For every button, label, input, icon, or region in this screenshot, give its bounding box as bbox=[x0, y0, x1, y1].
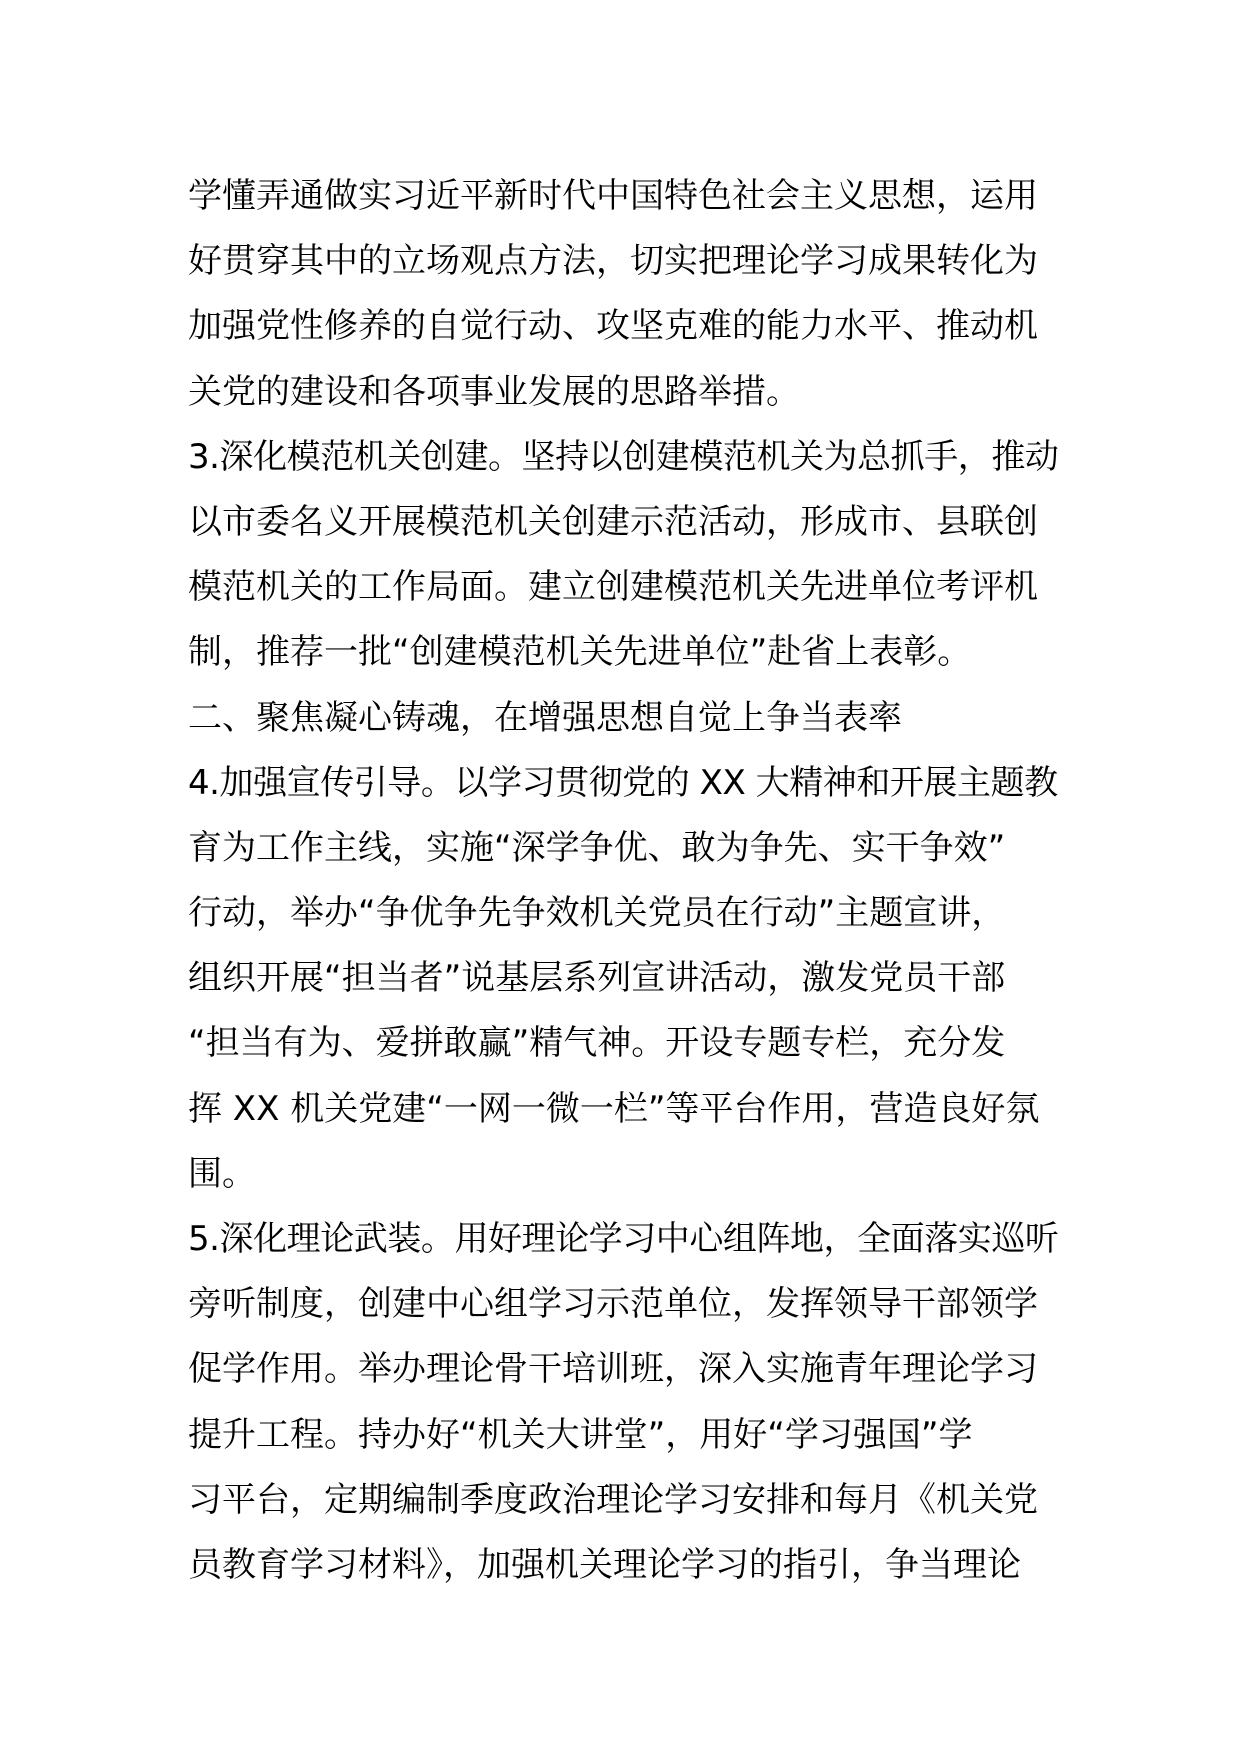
section-item-3-heading: 3.深化模范机关创建。坚持以创建模范机关为总抓手，推动 bbox=[188, 436, 1059, 477]
text-line: 好贯穿其中的立场观点方法，切实把理论学习成果转化为 bbox=[188, 241, 1038, 282]
text-line: 提升工程。持办好“机关大讲堂”，用好“学习强国”学 bbox=[188, 1414, 973, 1455]
text-line: 组织开展“担当者”说基层系列宣讲活动，激发党员干部 bbox=[188, 958, 1006, 999]
text-line: 员教育学习材料》，加强机关理论学习的指引，争当理论 bbox=[188, 1544, 1021, 1585]
text-line: 加强党性修养的自觉行动、攻坚克难的能力水平、推动机 bbox=[188, 306, 1038, 347]
text-line: 旁听制度，创建中心组学习示范单位，发挥领导干部领学 bbox=[188, 1284, 1038, 1325]
body-text bbox=[188, 164, 1058, 1598]
text-line: 围。 bbox=[188, 1153, 256, 1194]
text-line: 以市委名义开展模范机关创建示范活动，形成市、县联创 bbox=[188, 501, 1038, 542]
text-line: 关党的建设和各项事业发展的思路举措。 bbox=[188, 371, 800, 412]
text-line: “担当有为、爱拼敢赢”精气神。开设专题专栏，充分发 bbox=[188, 1023, 1006, 1064]
text-line: 习平台，定期编制季度政治理论学习安排和每月《机关党 bbox=[188, 1479, 1038, 1520]
section-item-4-heading: 4.加强宣传引导。以学习贯彻党的 XX 大精神和开展主题教 bbox=[188, 762, 1058, 803]
section-heading-2: 二、聚焦凝心铸魂，在增强思想自觉上争当表率 bbox=[188, 697, 902, 738]
text-line: 行动，举办“争优争先争效机关党员在行动”主题宣讲， bbox=[188, 893, 1006, 934]
text-line: 促学作用。举办理论骨干培训班，深入实施青年理论学习 bbox=[188, 1349, 1038, 1390]
section-item-5-heading: 5.深化理论武装。用好理论学习中心组阵地，全面落实巡听 bbox=[188, 1219, 1059, 1259]
text-line: 学懂弄通做实习近平新时代中国特色社会主义思想，运用 bbox=[188, 176, 1038, 216]
text-line: 挥 XX 机关党建“一网一微一栏”等平台作用，营造良好氛 bbox=[188, 1088, 1040, 1129]
text-line: 制，推荐一批“创建模范机关先进单位”赴省上表彰。 bbox=[188, 632, 972, 673]
text-line: 模范机关的工作局面。建立创建模范机关先进单位考评机 bbox=[188, 567, 1038, 608]
text-line: 育为工作主线，实施“深学争优、敢为争先、实干争效” bbox=[188, 827, 1006, 868]
